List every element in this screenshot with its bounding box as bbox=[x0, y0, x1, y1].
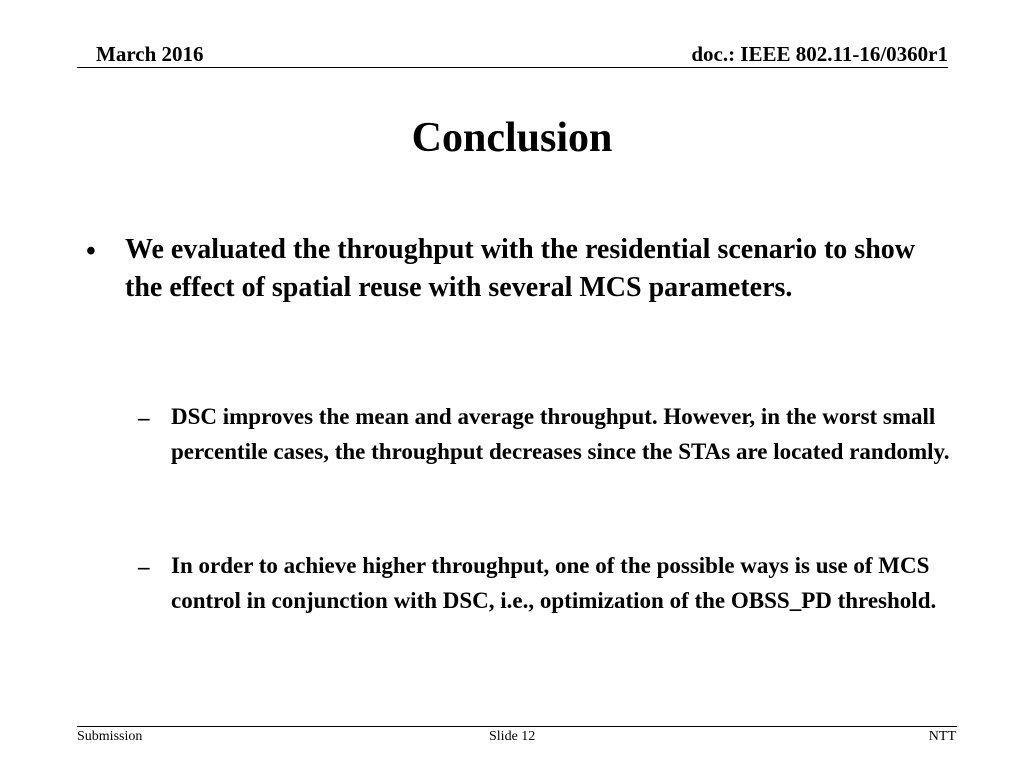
footer-divider bbox=[77, 726, 957, 727]
main-bullet-text: We evaluated the throughput with the residential scenario to show the effect of spatial reuse with several MCS parameters. bbox=[125, 234, 915, 303]
header-date: March 2016 bbox=[96, 42, 204, 66]
bullet-marker: • bbox=[86, 236, 96, 267]
sub-bullet-marker: – bbox=[138, 405, 150, 430]
footer-company: NTT bbox=[928, 729, 956, 744]
header-divider bbox=[77, 67, 948, 68]
sub-bullet-text-mcs: In order to achieve higher throughput, one of the possible ways is use of MCS control in conjunction with DSC, i.e., optimization of the OBSS_PD threshold. bbox=[171, 553, 937, 613]
sub-bullet-text-dsc: DSC improves the mean and average throughput. However, in the worst small percentile cases, the throughput decreases since the STAs are located randomly. bbox=[171, 404, 950, 464]
footer-submission: Submission bbox=[77, 729, 143, 744]
footer-slide-number: Slide 12 bbox=[489, 729, 536, 744]
header-document-id: doc.: IEEE 802.11-16/0360r1 bbox=[691, 42, 948, 66]
slide-title: Conclusion bbox=[411, 115, 613, 161]
sub-bullet-marker: – bbox=[138, 554, 150, 579]
